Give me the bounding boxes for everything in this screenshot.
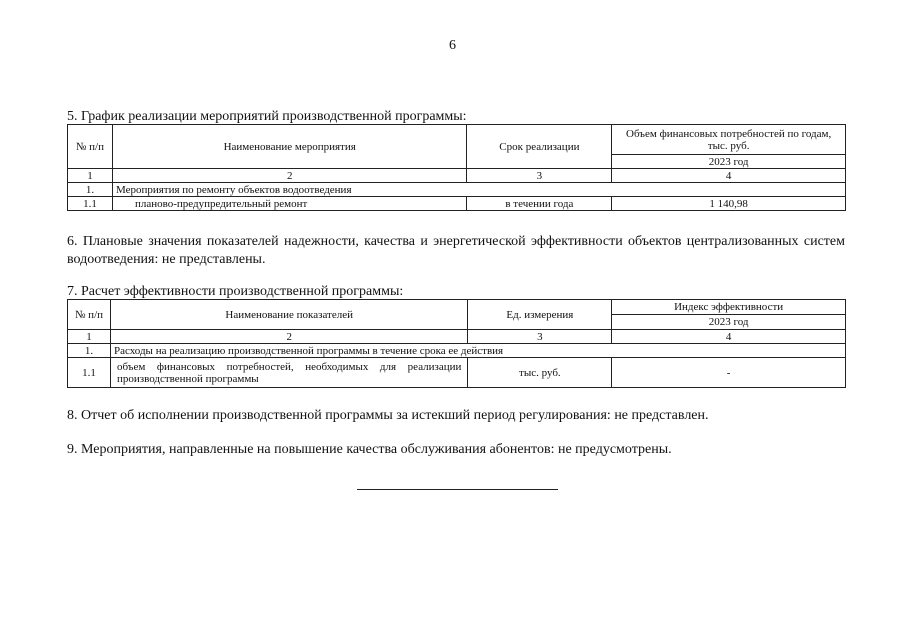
group-row <box>68 344 846 358</box>
group-num: 1. <box>68 344 111 358</box>
row-num: 1.1 <box>68 197 113 211</box>
group-num: 1. <box>68 183 113 197</box>
row-period: в течении года <box>467 197 612 211</box>
efficiency-table <box>67 299 846 388</box>
row-value: - <box>612 358 846 388</box>
index-cell: 1 <box>68 169 113 183</box>
group-name: Расходы на реализацию производственной программы в течение срока ее действия <box>110 344 845 358</box>
index-cell: 4 <box>612 330 846 344</box>
row-indicator-name: объем финансовых потребностей, необходимых для реализации производственной программы <box>110 358 468 388</box>
index-row <box>68 330 846 344</box>
index-cell: 3 <box>467 169 612 183</box>
table-header-row <box>68 300 846 315</box>
page-number: 6 <box>449 38 456 53</box>
row-volume: 1 140,98 <box>612 197 846 211</box>
row-num: 1.1 <box>68 358 111 388</box>
row-unit: тыс. руб. <box>468 358 612 388</box>
index-cell: 3 <box>468 330 612 344</box>
header-efficiency-index: Индекс эффективности <box>612 300 846 315</box>
header-num: № п/п <box>68 125 113 169</box>
index-cell: 2 <box>112 169 467 183</box>
header-num: № п/п <box>68 300 111 330</box>
section-5-title: 5. График реализации мероприятий производственной программы: <box>67 109 467 124</box>
header-period: Срок реализации <box>467 125 612 169</box>
table-header-row <box>68 125 846 155</box>
index-cell: 1 <box>68 330 111 344</box>
group-name: Мероприятия по ремонту объектов водоотведения <box>112 183 845 197</box>
closing-divider <box>357 489 558 490</box>
table-row <box>68 197 846 211</box>
index-row <box>68 169 846 183</box>
header-activity-name: Наименование мероприятия <box>112 125 467 169</box>
section-9-text: 9. Мероприятия, направленные на повышение качества обслуживания абонентов: не предусмотрены. <box>67 442 672 457</box>
row-activity-name: планово-предупредительный ремонт <box>112 197 467 211</box>
header-year: 2023 год <box>612 315 846 330</box>
header-year: 2023 год <box>612 155 846 169</box>
section-6-text: 6. Плановые значения показателей надежности, качества и энергетической эффективности объектов централизованных систем водоотведения: не представлены. <box>67 234 845 267</box>
index-cell: 4 <box>612 169 846 183</box>
index-cell: 2 <box>110 330 468 344</box>
header-indicator-name: Наименование показателей <box>110 300 468 330</box>
header-unit: Ед. измерения <box>468 300 612 330</box>
section-8-text: 8. Отчет об исполнении производственной программы за истекший период регулирования: не представлен. <box>67 408 709 423</box>
group-row <box>68 183 846 197</box>
section-7-title: 7. Расчет эффективности производственной программы: <box>67 284 404 299</box>
table-row <box>68 358 846 388</box>
schedule-table <box>67 124 846 211</box>
header-financial-volume: Объем финансовых потребностей по годам, тыс. руб. <box>612 125 846 155</box>
